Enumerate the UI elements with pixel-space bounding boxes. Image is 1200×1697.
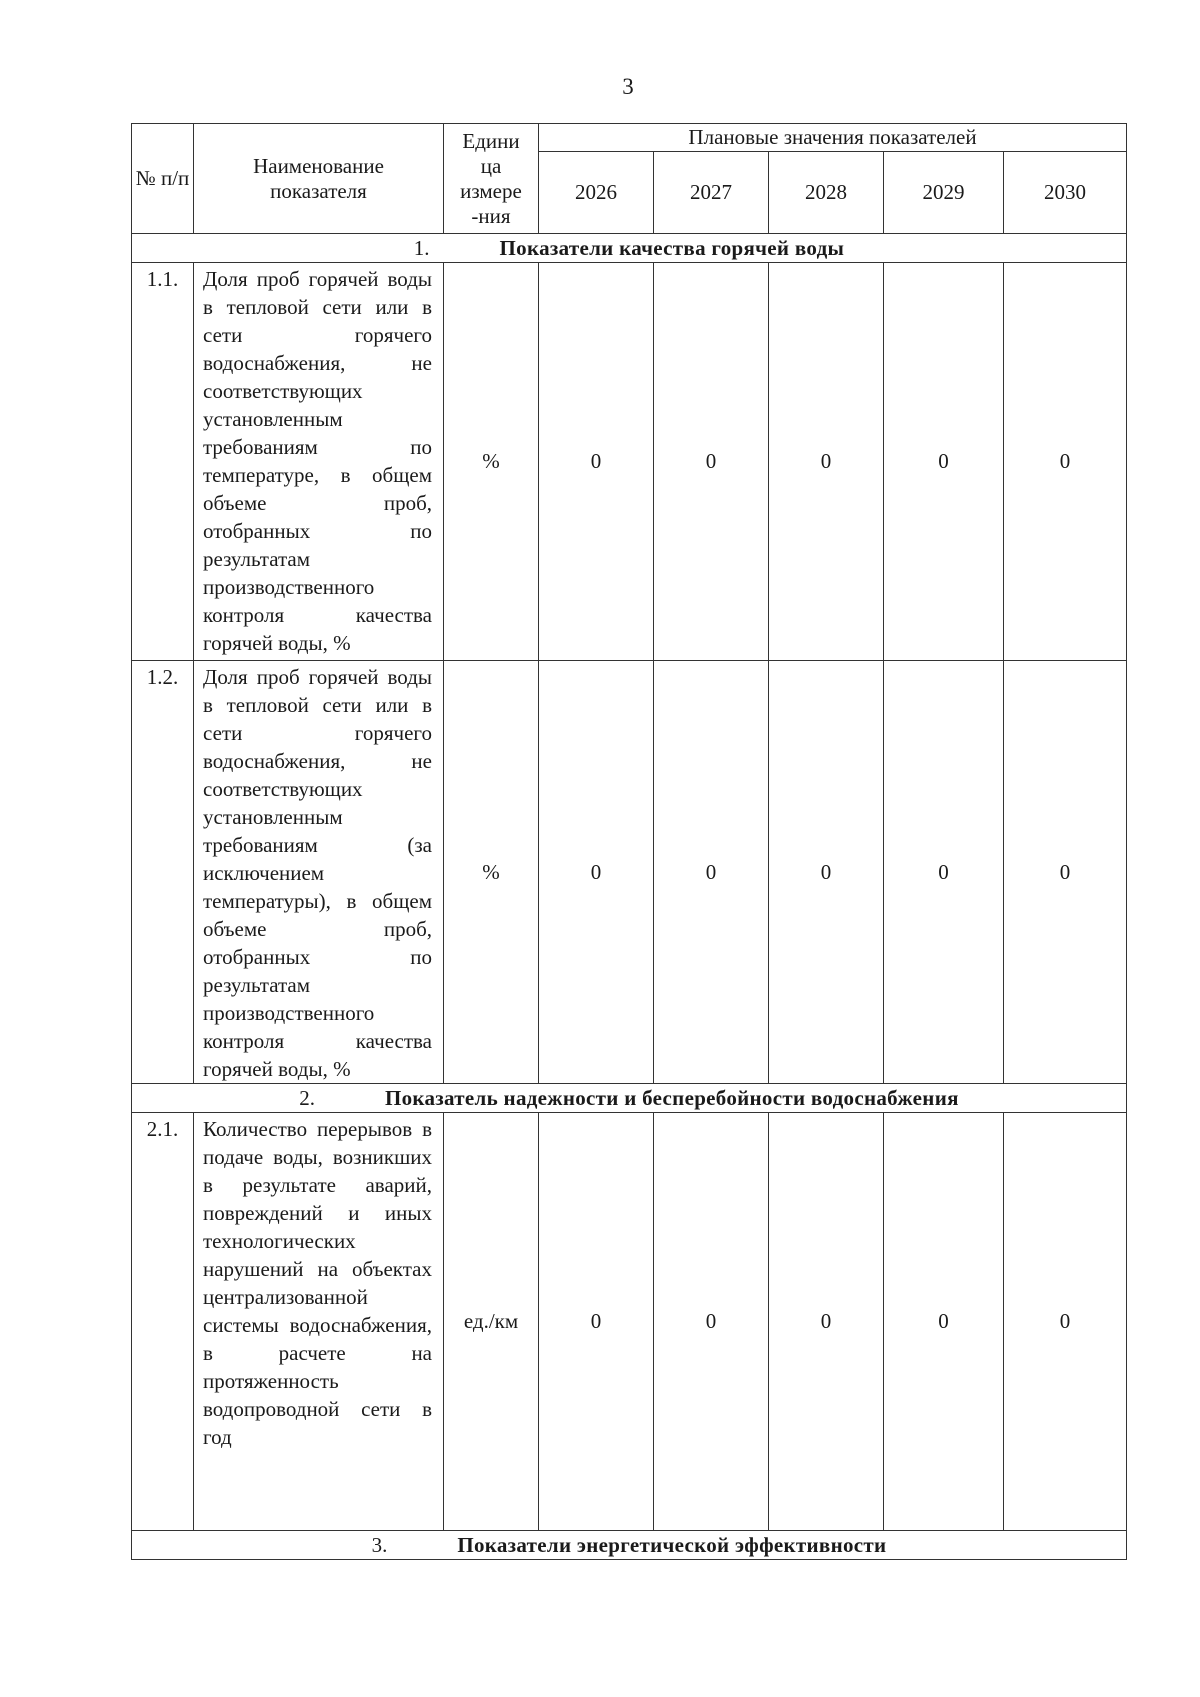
- table-row: [132, 1113, 1127, 1531]
- value-cell: 0: [884, 263, 1004, 661]
- value-cell: 0: [539, 263, 654, 661]
- value-cell: 0: [654, 263, 769, 661]
- header-year: 2030: [1004, 152, 1127, 234]
- section-number: 1.: [413, 235, 430, 260]
- indicator-name: Количество перерывов в подаче воды, возникших в результате аварий, повреждений и иных технологических нарушений на объектах централизованной системы водоснабжения, в расчете на протяженность водопроводной сети в год: [194, 1113, 444, 1531]
- value-cell: 0: [654, 1113, 769, 1531]
- value-cell: 0: [1004, 263, 1127, 661]
- header-year: 2029: [884, 152, 1004, 234]
- header-year: 2028: [769, 152, 884, 234]
- section-title: Показатель надежности и бесперебойности водоснабжения: [384, 1085, 959, 1110]
- indicator-name: Доля проб горячей воды в тепловой сети или в сети горячего водоснабжения, не соответствующих установленным требованиям (за исключением температуры), в общем объеме проб, отобранных по результатам производственного контроля качества горячей воды, %: [194, 661, 444, 1084]
- header-year: 2026: [539, 152, 654, 234]
- row-number: 2.1.: [132, 1113, 194, 1531]
- value-cell: 0: [1004, 661, 1127, 1084]
- unit-cell: %: [444, 263, 539, 661]
- value-cell: 0: [884, 1113, 1004, 1531]
- section-row: [132, 1084, 1127, 1113]
- header-name: Наименование показателя: [194, 124, 444, 234]
- value-cell: 0: [539, 661, 654, 1084]
- header-plan: Плановые значения показателей: [539, 124, 1127, 152]
- row-number: 1.2.: [132, 661, 194, 1084]
- header-unit: Едини ца измере -ния: [444, 124, 539, 234]
- value-cell: 0: [769, 263, 884, 661]
- table-row: [132, 263, 1127, 661]
- unit-cell: ед./км: [444, 1113, 539, 1531]
- value-cell: 0: [539, 1113, 654, 1531]
- value-cell: 0: [769, 661, 884, 1084]
- header-num: № п/п: [132, 124, 194, 234]
- value-cell: 0: [654, 661, 769, 1084]
- section-title: Показатели энергетической эффективности: [457, 1532, 887, 1557]
- value-cell: 0: [1004, 1113, 1127, 1531]
- value-cell: 0: [769, 1113, 884, 1531]
- section-title: Показатели качества горячей воды: [499, 235, 845, 260]
- indicator-name: Доля проб горячей воды в тепловой сети или в сети горячего водоснабжения, не соответствующих установленным требованиям по температуре, в общем объеме проб, отобранных по результатам производственного контроля качества горячей воды, %: [194, 263, 444, 661]
- section-number: 2.: [299, 1085, 315, 1110]
- indicators-table: [131, 123, 1127, 1560]
- row-number: 1.1.: [132, 263, 194, 661]
- section-row: [132, 234, 1127, 263]
- header-year: 2027: [654, 152, 769, 234]
- section-row: [132, 1531, 1127, 1560]
- unit-cell: %: [444, 661, 539, 1084]
- page-number: 3: [622, 74, 634, 99]
- section-number: 3.: [371, 1532, 388, 1557]
- value-cell: 0: [884, 661, 1004, 1084]
- table-row: [132, 661, 1127, 1084]
